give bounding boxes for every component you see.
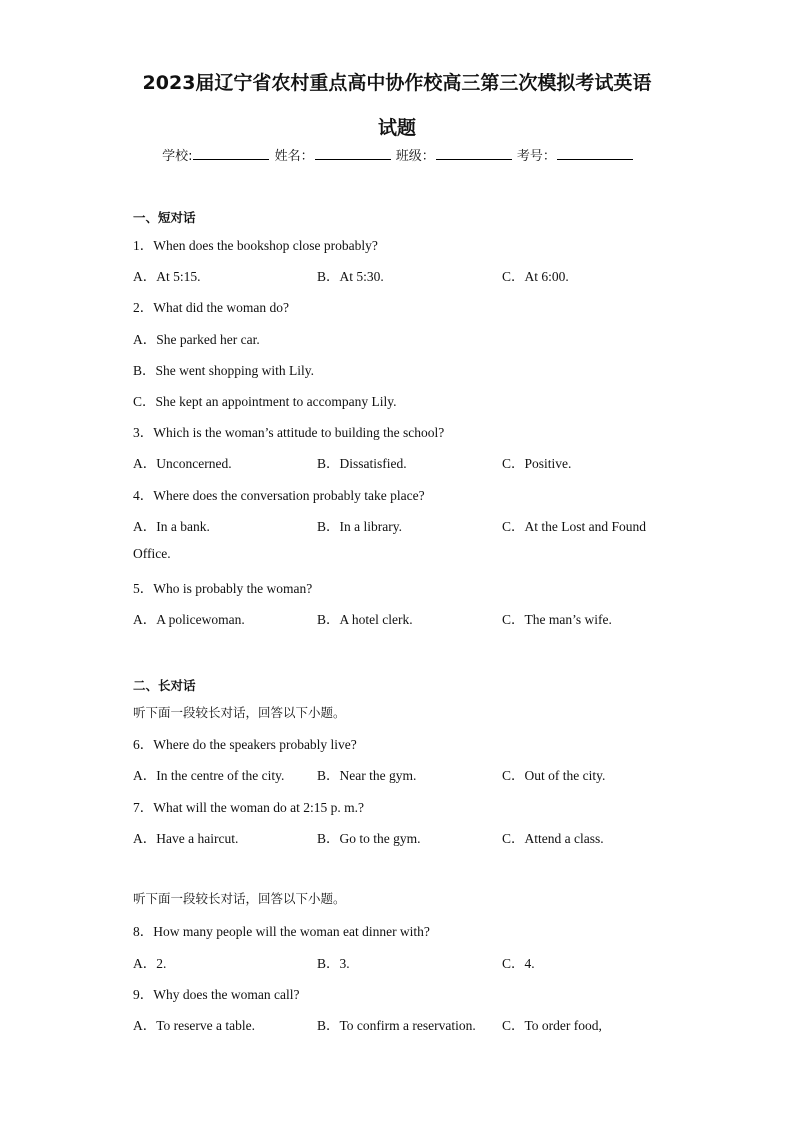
q8-option-c: C．4. xyxy=(502,956,535,971)
q8-option-b: B．3. xyxy=(317,956,350,971)
exam-number-blank xyxy=(557,147,633,160)
question-2: 2．What did the woman do? xyxy=(133,300,289,315)
q3-option-a: A．Unconcerned. xyxy=(133,456,232,471)
q5-option-b: B．A hotel clerk. xyxy=(317,612,413,627)
section-heading-long-dialogues: 二、长对话 xyxy=(133,678,196,693)
q1-option-a: A．At 5:15. xyxy=(133,269,201,284)
q7-option-c: C．Attend a class. xyxy=(502,831,604,846)
q9-option-b: B．To confirm a reservation. xyxy=(317,1018,476,1033)
name-blank xyxy=(315,147,391,160)
q4-option-b: B．In a library. xyxy=(317,519,402,534)
student-info-row xyxy=(0,145,794,164)
instruction-2: 听下面一段较长对话，回答以下小题。 xyxy=(133,891,346,906)
q4-option-c: C．At the Lost and Found xyxy=(502,519,646,534)
section-heading-short-dialogues: 一、短对话 xyxy=(133,210,196,225)
q6-option-a: A．In the centre of the city. xyxy=(133,768,285,783)
question-3: 3．Which is the woman’s attitude to building the school? xyxy=(133,425,445,440)
q1-option-c: C．At 6:00. xyxy=(502,269,569,284)
question-6: 6．Where do the speakers probably live? xyxy=(133,737,357,752)
class-label: 班级： xyxy=(395,149,435,164)
question-4: 4．Where does the conversation probably take place? xyxy=(133,488,425,503)
q9-option-c: C．To order food, xyxy=(502,1018,602,1033)
page-title-line2: 试题 xyxy=(377,117,416,139)
q6-option-b: B．Near the gym. xyxy=(317,768,417,783)
q5-option-a: A．A policewoman. xyxy=(133,612,245,627)
q2-option-c: C．She kept an appointment to accompany Lily. xyxy=(133,394,397,409)
question-8: 8．How many people will the woman eat dinner with? xyxy=(133,924,430,939)
q4-option-c-continued: Office. xyxy=(133,546,171,561)
class-blank xyxy=(436,147,512,160)
q6-option-c: C．Out of the city. xyxy=(502,768,606,783)
q4-option-a: A．In a bank. xyxy=(133,519,210,534)
q5-option-c: C．The man’s wife. xyxy=(502,612,612,627)
q7-option-b: B．Go to the gym. xyxy=(317,831,421,846)
question-9: 9．Why does the woman call? xyxy=(133,987,300,1002)
q2-option-a: A．She parked her car. xyxy=(133,332,260,347)
instruction-1: 听下面一段较长对话，回答以下小题。 xyxy=(133,705,346,720)
q7-option-a: A．Have a haircut. xyxy=(133,831,239,846)
q3-option-c: C．Positive. xyxy=(502,456,572,471)
name-label: 姓名： xyxy=(274,149,314,164)
question-7: 7．What will the woman do at 2:15 p. m.? xyxy=(133,800,364,815)
q1-option-b: B．At 5:30. xyxy=(317,269,384,284)
page-title: 2023届辽宁省农村重点高中协作校高三第三次模拟考试英语 xyxy=(142,72,652,94)
school-blank xyxy=(193,147,269,160)
question-1: 1．When does the bookshop close probably? xyxy=(133,238,378,253)
exam-number-label: 考号： xyxy=(516,149,556,164)
q8-option-a: A．2. xyxy=(133,956,167,971)
q2-option-b: B．She went shopping with Lily. xyxy=(133,363,314,378)
q3-option-b: B．Dissatisfied. xyxy=(317,456,407,471)
question-5: 5．Who is probably the woman? xyxy=(133,581,313,596)
school-label: 学校: xyxy=(162,149,193,164)
q9-option-a: A．To reserve a table. xyxy=(133,1018,256,1033)
